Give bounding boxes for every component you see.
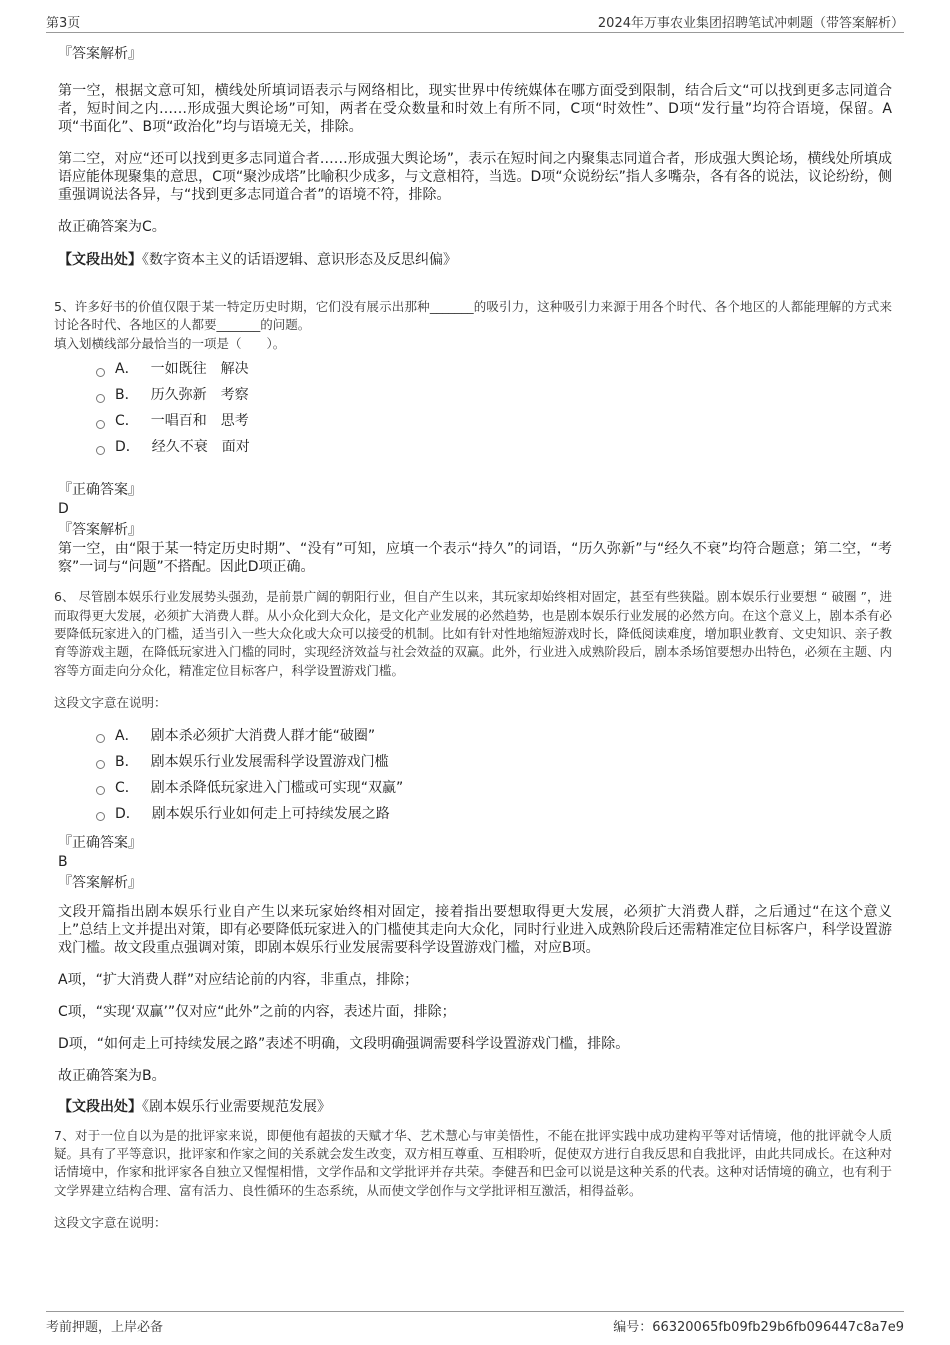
q5-option-b[interactable]: B． 历久弥新 考察 xyxy=(96,382,892,408)
q6-answer: B xyxy=(58,853,68,870)
q6-analysis-a: A项，“扩大消费人群”对应结论前的内容，非重点，排除； xyxy=(58,971,419,988)
q6-option-d[interactable]: D． 剧本娱乐行业如何走上可持续发展之路 xyxy=(96,801,892,827)
q6-option-a[interactable]: A． 剧本杀必须扩大消费人群才能“破圈” xyxy=(96,723,892,749)
analysis-label: 『答案解析』 xyxy=(58,874,142,891)
q4-conclusion: 故正确答案为C。 xyxy=(58,219,166,235)
q6-option-c[interactable]: C． 剧本杀降低玩家进入门槛或可实现“双赢” xyxy=(96,775,892,801)
document-id: 编号：66320065fb09fb29b6fb096447c8a7e9 xyxy=(613,1320,904,1335)
radio-icon[interactable] xyxy=(96,760,105,769)
q6-stem: 6、 尽管剧本娱乐行业发展势头强劲，是前景广阔的朝阳行业，但自产生以来，其玩家却始终相对固定，甚至有些狭隘。剧本娱乐行业要想 “ 破圈 ”，进而取得更大发展，必须扩大消费人群。从小众化到大众化，是文化产业发展的必然趋势，也是剧本娱乐行业发展的必然方向。在这个意义上，剧本杀有必要降低玩家进入的门槛，适当引入一些大众化或大众可以接受的机制。比如有针对性地缩短游戏时长，降低阅读难度，增加职业教育、文史知识、亲子教育等游戏主题，在降低玩家进入门槛的同时，实现经济效益与社会效益的双赢。此外，行业进入成熟阶段后，剧本杀场馆要想办出特色，必须在主题、内容等方面走向分众化，精准定位目标客户，科学设置游戏门槛。 xyxy=(54,589,892,678)
q6-source xyxy=(58,1097,892,1117)
q7-prompt: 这段文字意在说明： xyxy=(54,1215,167,1231)
q6-source-title: 《剧本娱乐行业需要规范发展》 xyxy=(142,1098,331,1115)
q4-analysis-para1: 第一空，根据文意可知，横线处所填词语表示与网络相比，现实世界中传统媒体在哪方面受到限制，结合后文“可以找到更多志同道合者，短时间之内……形成强大舆论场”可知，两者在受众数量和时效上有所不同，C项“时效性”、D项“发行量”均符合语境，保留。A项“书面化”、B项“政治化”均与语境无关，排除。 xyxy=(58,83,892,135)
radio-icon[interactable] xyxy=(96,446,105,455)
radio-icon[interactable] xyxy=(96,734,105,743)
q4-source-title: 《数字资本主义的话语逻辑、意识形态及反思纠偏》 xyxy=(142,252,457,268)
analysis-label: 『答案解析』 xyxy=(58,522,142,539)
radio-icon[interactable] xyxy=(96,786,105,795)
page-header xyxy=(46,10,904,33)
q6-analysis-c: C项，“实现‘双赢’”仅对应“此外”之前的内容，表述片面，排除； xyxy=(58,1003,456,1020)
page-number: 第3页 xyxy=(46,16,81,31)
q6-analysis-d: D项，“如何走上可持续发展之路”表述不明确，文段明确强调需要科学设置游戏门槛，排除。 xyxy=(58,1035,630,1052)
q6-options xyxy=(96,723,892,827)
page-footer xyxy=(46,1311,904,1336)
radio-icon[interactable] xyxy=(96,394,105,403)
analysis-label: 『答案解析』 xyxy=(58,46,142,62)
radio-icon[interactable] xyxy=(96,368,105,377)
q5-option-d[interactable]: D． 经久不衰 面对 xyxy=(96,434,892,460)
q5-options xyxy=(96,356,892,460)
source-label: 【文段出处】 xyxy=(58,1098,142,1115)
q5-answer: D xyxy=(58,501,69,518)
q6-analysis-para1: 文段开篇指出剧本娱乐行业自产生以来玩家始终相对固定，接着指出要想取得更大发展，必须扩大消费人群，之后通过“在这个意义上”总结上文并提出对策，即有必要降低玩家进入的门槛使其走向大众化，同时行业进入成熟阶段后还需精准定位目标客户，科学设置游戏门槛。故文段重点强调对策，即剧本娱乐行业发展需要科学设置游戏门槛，对应B项。 xyxy=(58,903,892,956)
q5-analysis: 第一空，由“限于某一特定历史时期”、“没有”可知，应填一个表示“持久”的词语，“历久弥新”与“经久不衰”均符合题意；第二空，“考察”一词与“问题”不搭配。因此D项正确。 xyxy=(58,541,892,576)
q5-option-a[interactable]: A． 一如既往 解决 xyxy=(96,356,892,382)
correct-answer-label: 『正确答案』 xyxy=(58,834,142,851)
document-title: 2024年万事农业集团招聘笔试冲刺题（带答案解析） xyxy=(597,16,904,31)
q6-conclusion: 故正确答案为B。 xyxy=(58,1067,166,1084)
q5-prompt: 填入划横线部分最恰当的一项是（ ）。 xyxy=(54,335,286,351)
q4-analysis-para2: 第二空，对应“还可以找到更多志同道合者……形成强大舆论场”，表示在短时间之内聚集志同道合者，形成强大舆论场，横线处所填成语应能体现聚集的意思，C项“聚沙成塔”比喻积少成多，与文意相符，当选。D项“众说纷纭”指人多嘴杂，各有各的说法，议论纷纷，侧重强调说法各异，与“找到更多志同道合者”的语境不符，排除。 xyxy=(58,151,892,203)
q5-option-c[interactable]: C． 一唱百和 思考 xyxy=(96,408,892,434)
q7-stem: 7、对于一位自以为是的批评家来说，即便他有超拔的天赋才华、艺术慧心与审美悟性，不能在批评实践中成功建构平等对话情境，他的批评就令人质疑。具有了平等意识，批评家和作家之间的关系就会发生改变，双方相互尊重、互相聆听，促使双方进行自我反思和自我批评，由此共同成长。在这种对话情境中，作家和批评家各自独立又惺惺相惜，文学作品和文学批评并存共荣。李健吾和巴金可以说是这种关系的代表。这种对话情境的确立，也有利于文学界建立结构合理、富有活力、良性循环的生态系统，从而使文学创作与文学批评相互激活，相得益彰。 xyxy=(54,1127,892,1198)
footer-slogan: 考前押题，上岸必备 xyxy=(46,1320,164,1335)
q6-prompt: 这段文字意在说明： xyxy=(54,695,167,711)
content xyxy=(54,44,892,1233)
q5-stem: 5、许多好书的价值仅限于某一特定历史时期，它们没有展示出那种_______的吸引力，这种吸引力来源于用各个时代、各个地区的人都能理解的方式来讨论各时代、各地区的人都要_______的问题。 xyxy=(54,299,892,333)
correct-answer-label: 『正确答案』 xyxy=(58,482,142,499)
q4-source xyxy=(58,250,892,270)
radio-icon[interactable] xyxy=(96,812,105,821)
radio-icon[interactable] xyxy=(96,420,105,429)
q6-option-b[interactable]: B． 剧本娱乐行业发展需科学设置游戏门槛 xyxy=(96,749,892,775)
source-label: 【文段出处】 xyxy=(58,252,142,268)
